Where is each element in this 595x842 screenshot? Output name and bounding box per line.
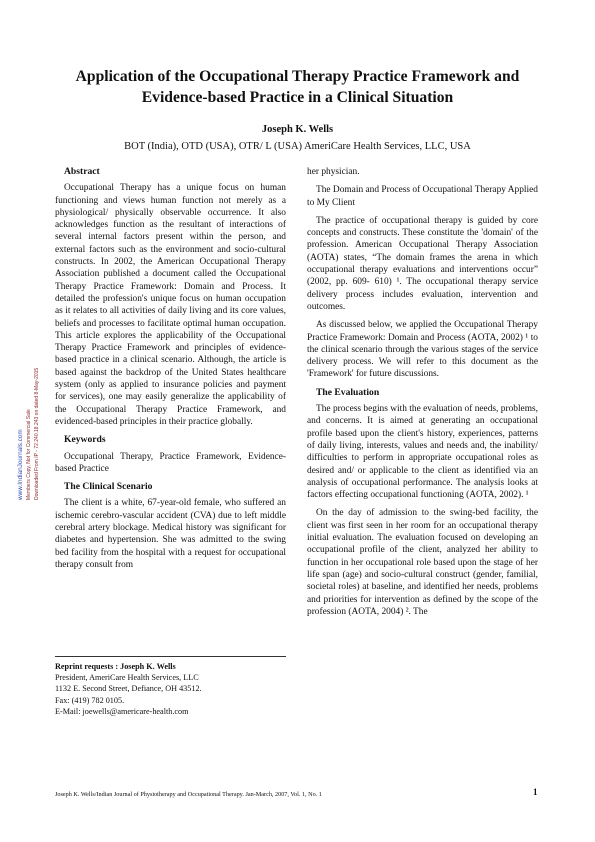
evaluation-paragraph: The process begins with the evaluation of needs, problems, and concerns. It is aimed at generating an occupational profile based upon the client's history, experiences, patterns of daily living, interests, values and needs and, the inability/ difficulties to perform in appropriate occupational roles as desired and/ or applicable to the client as identified via an analysis of occupational performance. The analysis looks at factors effecting occupational functioning (AOTA, 2002). ¹ (307, 404, 538, 501)
reprint-label: Reprint requests : Joseph K. Wells (55, 662, 176, 671)
clinical-scenario-text: The client is a white, 67-year-old female, who suffered an ischemic cerebro-vascular accident (CVA) due to left middle cerebral artery blockage. Medical history was significant for diabetes and hypertension. She was admitted to the swing bed facility from the hospital with a request for occupational therapy consult from (55, 498, 286, 570)
download-watermark (12, 340, 42, 500)
title-line-1: Application of the Occupational Therapy Practice Framework and (75, 68, 520, 85)
right-column (307, 166, 538, 624)
reprint-email: E-Mail: joewells@americare-health.com (55, 706, 189, 716)
reprint-divider (55, 656, 286, 657)
domain-paragraph: As discussed below, we applied the Occupational Therapy Practice Framework: Domain and Process (AOTA, 2002) ¹ to the clinical scenario through the various stages of the service delivery process. We will refer to this document as the 'Framework' for future discussions. (307, 320, 538, 380)
evaluation-heading: The Evaluation (316, 386, 380, 398)
watermark-download: Downloaded From IP - 72.240.18.243 on dated 8-May-2015 (34, 367, 40, 500)
page-number: 1 (533, 787, 538, 797)
watermark-site: www.IndianJournals.com (17, 429, 24, 500)
evaluation-paragraph: On the day of admission to the swing-bed facility, the client was first seen in her room for an occupational therapy initial evaluation. The evaluation focused on developing an occupational profile of the client, analyzed her ability to function in her occupational role based upon the stage of her life span (age) and socio-cultural construct (gender, familial, societal roles) at baseline, and identified her needs, problems and priorities for intervention as defined by the scope of the profession (AOTA, 2004) ². The (307, 508, 538, 617)
continuation-text: her physician. (307, 167, 360, 177)
title-line-2: Evidence-based Practice in a Clinical Situation (141, 89, 454, 106)
reprint-line: 1132 E. Second Street, Defiance, OH 43512. (55, 684, 202, 694)
reprint-line: Fax: (419) 782 0105. (55, 695, 125, 705)
keywords-heading: Keywords (64, 434, 106, 446)
author-affiliation: BOT (India), OTD (USA), OTR/ L (USA) AmeriCare Health Services, LLC, USA (124, 141, 471, 152)
reprint-requests (55, 661, 286, 717)
abstract-heading: Abstract (64, 166, 100, 177)
footer-citation: Joseph K. Wells/Indian Journal of Physiotherapy and Occupational Therapy. Jan-March, 2007, Vol. 1, No. 1 (55, 791, 322, 798)
article-title (40, 66, 555, 108)
clinical-scenario-heading: The Clinical Scenario (64, 481, 153, 493)
author-name: Joseph K. Wells (261, 124, 334, 135)
keywords-text: Occupational Therapy, Practice Framework, Evidence-based Practice (55, 451, 286, 474)
reprint-line: President, AmeriCare Health Services, LLC (55, 673, 199, 683)
domain-heading: The Domain and Process of Occupational Therapy Applied to My Client (307, 185, 538, 208)
watermark-members: Members Copy, Not for Commercial Sale (26, 409, 32, 500)
left-column (55, 166, 286, 577)
abstract-text: Occupational Therapy has a unique focus on human functioning and views human function not merely as a physiological/ physically observable occurrence. It also acknowledges function as the resultant of interactions of several internal factors present within the person, and external factors such as the environment and socio-cultural constructs. In 2002, the American Occupational Therapy Association published a document called the Occupational Therapy Practice Framework: Domain and Process. It detailed the profession's unique focus on human occupation as it relates to all activities of daily living and its core values, beliefs and processes to facilitate optimal human occupation. This article explores the applicability of the Occupational Therapy Practice Framework and principles of evidence-based practice in a clinical scenario. Although, the article is based against the backdrop of the United States healthcare system (only as applied to insurance policies and payment for services), one may easily generalize the applicability of the Occupational Therapy Practice Framework, and evidenced-based principles in their practice globally. (55, 183, 286, 427)
domain-paragraph: The practice of occupational therapy is guided by core concepts and constructs. These constitute the 'domain' of the profession. American Occupational Therapy Association (AOTA) states, “The domain frames the arena in which occupational therapy evaluations and interventions occur” (2002, pp. 609- 610) ¹. The occupational therapy service delivery process includes evaluation, intervention and outcomes. (307, 215, 538, 312)
